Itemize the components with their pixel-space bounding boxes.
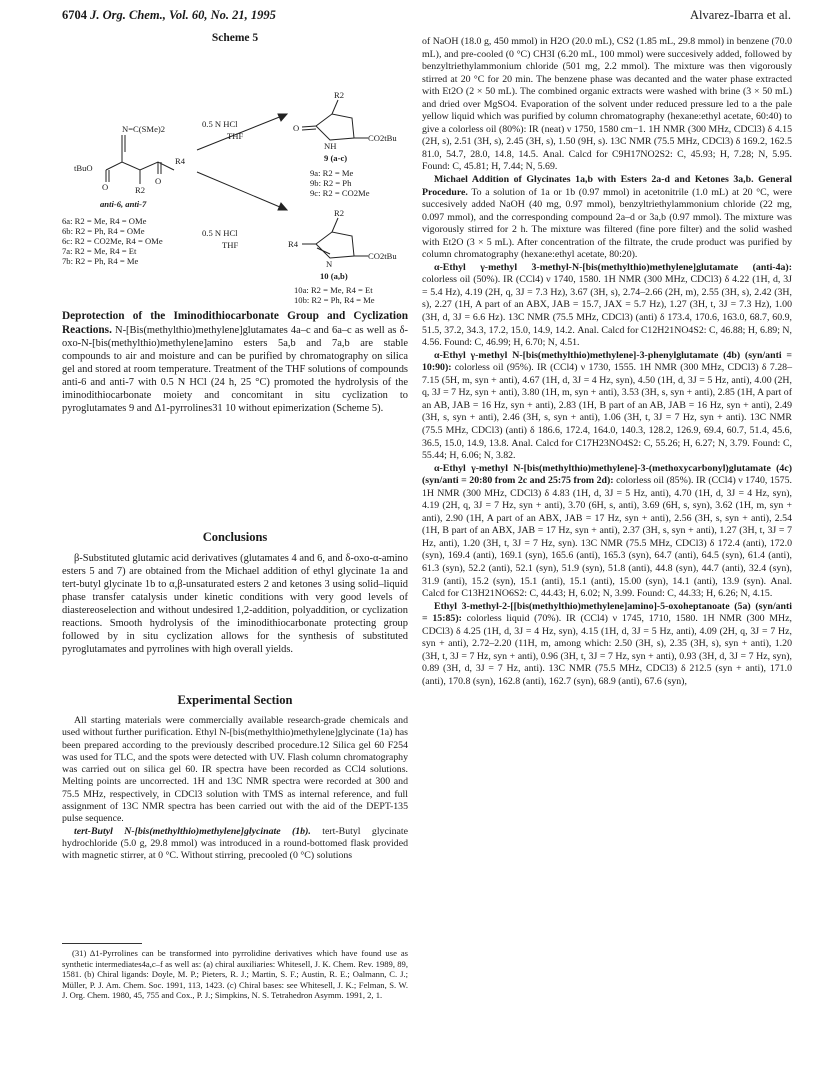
sm-r4: R4 (175, 156, 186, 166)
p9-list (310, 168, 370, 198)
footnote-text: (31) Δ1-Pyrrolines can be transformed into pyrrolidine derivatives which have found use as synthetic intermediates4a,c–f as well as: (a) chiral auxiliaries: Whitesell, J. K. Chem. Rev. 1989, 89, 1581. (b) Chiral ligands: Doyle, M. P.; Pieters, R. J.; Martin, S. F.; Austin, R. E.; Oalmann, C. J.; Müller, P. J. Am. Chem. Soc. 1991, 113, 1423. (c) Chiral bases: see Whitesell, J. K.; Felman, S. W. J. Org. Chem. 1980, 45, 755 and Cox., P. J.; Simpkins, N. S. Tetrahedron Asymm. 1991, 2, 1. (62, 948, 408, 1001)
sm-list-item: 7b: R2 = Ph, R4 = Me (62, 256, 139, 266)
reagent-top: 0.5 N HCl (202, 119, 238, 129)
experimental-para-2-head: tert-Butyl N-[bis(methylthio)methylene]glycinate (1b). (74, 825, 311, 837)
p10-list-item: 10a: R2 = Me, R4 = Et (294, 285, 373, 295)
conclusions-body: β-Substituted glutamic acid derivatives (glutamates 4 and 6, and δ-oxo-α-amino esters 5 and 7) are obtained from the Michael addition of ethyl glycinate 1a and tert-butyl glycinate 1b to α,β-unsaturated esters 2 and ketones 3 using solid–liquid phase transfer catalysis under kinetic conditions with very good levels of diastereoselection and without undesired 1,2-addition, polyaddition, or cyclization reactions. Smooth hydrolysis of the iminodithiocarbonate protecting group followed by in situ cyclization allows for the synthesis of substituted pyroglutamates and pyrrolines with high overall yields. (62, 553, 408, 656)
p10-list (294, 285, 375, 305)
sm-list (62, 216, 163, 266)
compound-5a-head: Ethyl 3-methyl-2-[[bis(methylthio)methylene]amino]-5-oxoheptanoate (5a) (syn/anti = 15:85): (422, 600, 792, 625)
compound-5a-body: colorless liquid (70%). IR (CCl4) ν 1745, 1710, 1580. 1H NMR (300 MHz, CDCl3) δ 4.25 (1H, d, 3J = 4 Hz, syn), 4.15 (1H, d, 3J = 5 Hz, anti), 4.09 (2H, q, 3J = 7 Hz, syn + anti), 2.72–2.20 (11H, m, among which: 2.50 (3H, s), 2.35 (3H, s), syn + anti), 1.20 (3H, t, 3J = 7 Hz, syn + anti), 0.96 (3H, t, 3J = 7 Hz, syn + anti), 0.93 (3H, d, 3J = 7 Hz, syn), 0.89 (3H, d, 3J = 7 Hz, anti). 13C NMR (75.5 MHz, CDCl3) δ 212.5 (syn + anti), 171.0 (anti), 170.8 (syn), 162.8 (anti), 162.7 (syn), 68.9 (anti), 67.6 (syn), (422, 613, 792, 687)
sm-o1: O (102, 182, 109, 192)
sm-list-item: 7a: R2 = Me, R4 = Et (62, 246, 137, 256)
p9-list-item: 9c: R2 = CO2Me (310, 188, 370, 198)
arrow-bottom-head (278, 203, 287, 210)
p9-list-item: 9a: R2 = Me (310, 168, 354, 178)
p10-list-item: 10b: R2 = Ph, R4 = Me (294, 295, 375, 305)
p9-nh: NH (324, 141, 337, 151)
sm-label: anti-6, anti-7 (100, 199, 147, 209)
sm-list-item: 6c: R2 = CO2Me, R4 = OMe (62, 236, 163, 246)
section-deprotection (62, 310, 408, 415)
compound-4a-body: colorless oil (50%). IR (CCl4) ν 1740, 1580. 1H NMR (300 MHz, CDCl3) δ 4.22 (1H, d, 3J = 5.4 Hz), 4.19 (2H, q, 3J = 7.3 Hz), 3.67 (3H, s), 2.74–2.66 (2H, m), 2.55 (3H, s), 2.42 (3H, s), 2.27 (1H, A part of an ABX, JAB = 15.7, JAX = 5.7 Hz), 1.27 (3H, t, 3J = 7.3 Hz), 1.00 (3H, d, 3J = 6.6 Hz). 13C NMR (75.5 MHz, CDCl3) (anti) δ 173.4, 170.6, 163.0, 68.7, 60.9, 51.5, 37.2, 34.3, 17.2, 15.0, 14.9, 14.2. Anal. Calcd for C12H21NO4S2: C, 46.88; H, 6.89; N, 4.56. Found: C, 46.99; H, 6.70; N, 4.51. (422, 274, 792, 349)
right-para-1: of NaOH (18.0 g, 450 mmol) in H2O (20.0 mL), CS2 (1.85 mL, 29.8 mmol) in benzene (70.0 mL), and pre-cooled (0 °C) CH3I (6.20 mL, 100 mmol) were succesively added, followed by benzyltriethylammonium chloride (501 mg, 2.2 mmol). The mixture was then vigorously stirred at 20 °C for 20 min. The benzene phase was decanted and the water phase extracted with Et2O (2 × 50 mL). The combined organic extracts were washed with brine (3 × 50 mL) and dried over MgSO4. Evaporation of the solvent under reduced pressure led to a the pale yellow liquid which was purified by column chromatography (hexane:ethyl acetate, 60:40) to give a colorless oil (80%): IR (neat) ν 1750, 1580 cm−1. 1H NMR (300 MHz, CDCl3) δ 4.15 (2H, s), 2.51 (3H, s), 2.45 (3H, s), 1.50 (9H, s). 13C NMR (75.5 MHz, CDCl3) δ 169.2, 162.5 81.0, 54.7, 28.0, 14.8, 14.5. Anal. Calcd for C9H17NO2S2: C, 45.93; H, 7.28; N, 5.95. Found: C, 45.81; H, 7.44; N, 5.69. (422, 36, 792, 173)
ring-9 (316, 114, 354, 140)
section-title-deprotection: Deprotection of the Iminodithiocarbonate Group and Cyclization Reactions. (62, 310, 408, 336)
footnote-31 (62, 948, 408, 1001)
left-column (62, 32, 408, 1062)
compound-4b-body: colorless oil (95%). IR (CCl4) ν 1730, 1555. 1H NMR (300 MHz, CDCl3) δ 7.28–7.15 (5H, m, syn + anti), 4.67 (1H, d, 3J = 4 Hz, syn), 4.50 (1H, d, 3J = 5 Hz, anti), 4.00 (2H, q, 3J = 7 Hz, syn + anti), 3.80 (1H, m, syn + anti), 3.53 (3H, s, syn + anti), 2.85 (1H, A part of an AB, JAB = 16 Hz, syn + anti), 2.83 (1H, B part of an AB, JAB = 16 Hz, syn + anti), 2.49 (3H, s, syn + anti), 2.46 (3H, s, syn + anti), 1.06 (3H, t, 3J = 7 Hz, syn + anti). 13C NMR (75.5 MHz, CDCl3) (anti) δ 186.6, 172.4, 164.0, 140.3, 128.2, 126.9, 69.4, 60.7, 51.4, 45.6, 36.5, 15.0, 14.9, 13.8. Anal. Calcd for C17H23NO4S2: C, 55.26; H, 6.27; N, 3.79. Found: C, 55.44; H, 6.06; N, 3.82. (422, 362, 792, 462)
compound-4c-body: colorless oil (85%). IR (CCl4) ν 1740, 1575. 1H NMR (300 MHz, CDCl3) δ 4.83 (1H, d, 3J = 5 Hz, anti), 4.70 (1H, d, 3J = 4 Hz, syn), 4.19 (2H, q, 3J = 7 Hz, syn + anti), 3.70 (6H, s, anti), 3.69 (6H, s, syn), 3.62 (1H, m, syn + anti), 2.90 (1H, A part of an ABX, JAB = 17 Hz, syn + anti), 2.56 (3H, s, syn + anti), 2.54 (1H, B part of an ABX, JAB = 17 Hz, syn + anti), 2.37 (3H, s, syn + anti), 1.27 (3H, t, 3J = 7 Hz, anti), 1.20 (3H, t, 3J = 7 Hz, syn). 13C NMR (75.5 MHz, CDCl3) δ 172.4 (anti), 172.0 (syn), 169.4 (anti), 169.1 (syn), 165.6 (anti), 165.3 (syn), 64.7 (anti), 64.5 (syn), 61.4 (anti), 61.3 (syn), 52.2 (anti), 52.1 (syn), 51.9 (syn), 51.8 (anti), 44.8 (syn), 44.7 (anti), 32.4 (syn), 31.9 (anti), 15.2 (syn), 15.1 (anti), 15.1 (anti), 15.00 (syn), 14.1 (anti), 13.9 (syn). Anal. Calcd for C13H21NO6S2: C, 44.43; H, 6.02; N, 3.99. Found: C, 44.33; H, 6.26; N, 4.15. (422, 475, 792, 600)
section-experimental (62, 715, 408, 863)
arrow-top-head (278, 114, 287, 121)
p9-list-item: 9b: R2 = Ph (310, 178, 352, 188)
p10-label: 10 (a,b) (320, 271, 348, 281)
section-title-experimental: Experimental Section (177, 693, 293, 707)
ring-10 (316, 232, 354, 258)
sm-list-item: 6a: R2 = Me, R4 = OMe (62, 216, 147, 226)
bond-9-co (302, 126, 316, 127)
sm-o2: O (155, 176, 162, 186)
p9-ester: CO2tBu (368, 133, 397, 143)
experimental-para-2-body: tert-Butyl glycinate hydrochloride (5.0 g, 29.8 mmol) was introduced in a round-bottomed flask provided with magnetic stirrer, at 0 °C. Without stirring, precooled (0 °C) solutions (62, 825, 408, 862)
journal-name: J. Org. Chem., (90, 8, 166, 22)
scheme-5 (62, 32, 408, 305)
p9-label: 9 (a-c) (324, 153, 348, 163)
sm-r2: R2 (135, 185, 146, 195)
running-header (62, 8, 791, 26)
sm-chain (106, 162, 174, 170)
solvent-top: THF (227, 131, 244, 141)
section-conclusions (62, 552, 408, 656)
compound-4a-head: α-Ethyl γ-methyl 3-methyl-N-[bis(methylthio)methylene]glutamate (anti-4a): (434, 261, 792, 273)
scheme-title: Scheme 5 (211, 32, 259, 44)
solvent-bottom: THF (222, 240, 239, 250)
p10-ester: CO2tBu (368, 251, 397, 261)
bond-10-cn (317, 248, 330, 254)
p10-n: N (326, 259, 333, 269)
section-title-conclusions: Conclusions (202, 530, 268, 544)
sm-imine: N=C(SMe)2 (122, 124, 166, 134)
right-para-2-body: To a solution of 1a or 1b (0.97 mmol) in acetonitrile (1.0 mL) at 20 °C, were succesively added NaOH (40 mg, 0.97 mmol), benzyltriethylammonium chloride (22 mg, 0.097 mmol), and the corresponding compound 2a–d or 3a,b (0.97 mmol). The mixture was vigorously stirred for 2 h. The mixture was filtered (fine pore filter) and the solid washed with Et2O (3 × 5 mL). After concentration of the filtrate, the crude product was purified by column chromatography (hexane:ethyl acetate, 80:20). (422, 186, 792, 261)
p9-r2: R2 (334, 90, 345, 100)
page-number: 6704 (62, 8, 87, 22)
p9-o: O (293, 123, 300, 133)
right-column (422, 36, 792, 1066)
p10-r2: R2 (334, 208, 345, 218)
header-left (62, 8, 276, 23)
journal-volume: Vol. 60, No. 21, 1995 (168, 8, 276, 22)
compound-4b-head: α-Ethyl γ-methyl N-[bis(methylthio)methylene]-3-phenylglutamate (4b) (syn/anti = 10:90): (422, 349, 792, 374)
bond-9-r2 (332, 100, 338, 114)
p10-r4: R4 (288, 239, 299, 249)
reagent-bottom: 0.5 N HCl (202, 228, 238, 238)
sm-ester: tBuO (74, 163, 93, 173)
sm-list-item: 6b: R2 = Ph, R4 = OMe (62, 226, 145, 236)
bond-10-r2 (332, 218, 338, 232)
arrow-bottom (197, 172, 287, 210)
header-authors: Alvarez-Ibarra et al. (690, 8, 791, 22)
footnote-divider (62, 943, 142, 944)
deprotection-body: N-[Bis(methylthio)methylene]glutamates 4a–c and 6a–c as well as δ-oxo-N-[bis(methylthio)methylene]amino esters 5a,b and 7a,b are stable compounds to air and moisture and can be purified by chromatography on silica gel and stored at room temperature. Treatment of the THF solutions of compounds anti-6 and anti-7 with 0.5 N HCl (24 h, 25 °C) promoted the hydrolysis of the iminodithiocarbonate moiety and concomitant in situ cyclization to pyroglutamates 9 and Δ1-pyrrolines31 10 without epimerization (Scheme 5). (62, 324, 408, 415)
compound-4c-head: α-Ethyl γ-methyl N-[bis(methylthio)methylene]-3-(methoxycarbonyl)glutamate (4c) (syn/anti = 20:80 from 2c and 25:75 from 2d): (422, 462, 792, 487)
experimental-para-1: All starting materials were commercially available research-grade chemicals and used without further purification. Ethyl N-[bis(methylthio)methylene]glycinate (1a) has been prepared according to the previously described procedure.12 Silica gel 60 F254 was used for TLC, and the spots were detected with UV. Flash column chromatography was carried out on silica gel 60. IR spectra have been recorded as CCl4 solutions. Melting points are uncorrected. 1H and 13C NMR spectra were recorded at 300 and 75.5 MHz, respectively, in CDCl3 solution with TMS as internal reference, and full assignment of 13C NMR spectra has been carried out with the aid of the DEPT-135 pulse sequence. (62, 715, 408, 825)
right-para-2-head: Michael Addition of Glycinates 1a,b with Esters 2a-d and Ketones 3a,b. General Procedure. (422, 174, 792, 198)
bond-9-co-2 (302, 129, 316, 130)
